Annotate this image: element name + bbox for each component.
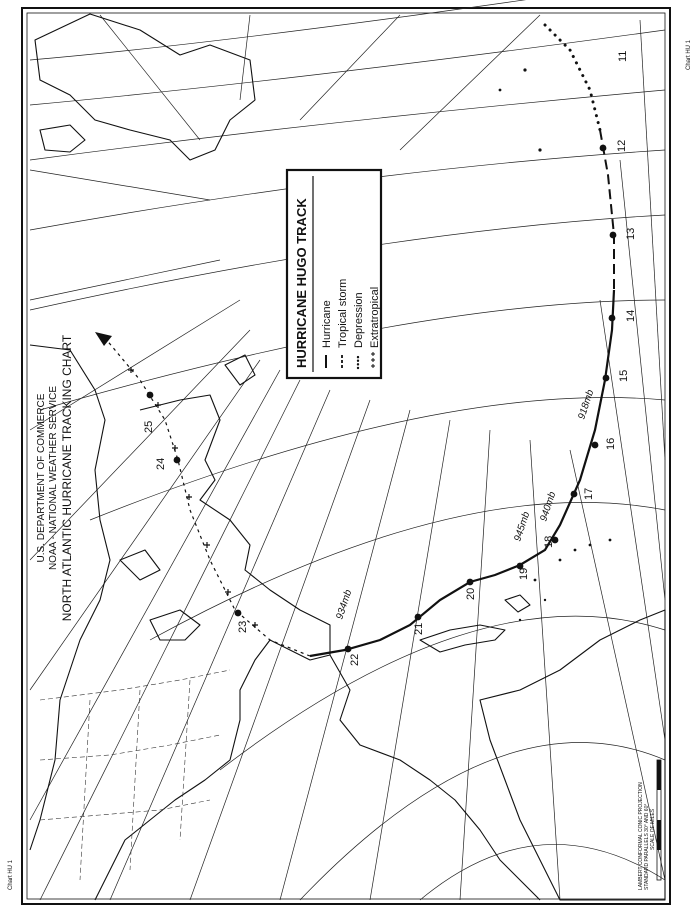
- legend-label: Hurricane: [321, 300, 333, 348]
- newfoundland-coast: [225, 355, 255, 385]
- projection-line-1: LAMBERT CONFORMAL CONIC PROJECTION: [638, 782, 644, 890]
- position-dot: [609, 315, 616, 322]
- scale-bar-fill: [657, 820, 661, 850]
- position-dot: [345, 646, 352, 653]
- great-lakes: [120, 550, 200, 640]
- legend-title: HURRICANE HUGO TRACK: [294, 198, 309, 368]
- pressure-label: 940mb: [538, 490, 559, 523]
- legend-label: Tropical storm: [337, 278, 349, 348]
- scale-bar-fill: [657, 760, 661, 790]
- position-dot: [467, 579, 474, 586]
- track-depression-segment: [545, 25, 600, 130]
- gulf-coast: [330, 655, 540, 900]
- day-label: 20: [465, 587, 477, 600]
- day-label: 16: [605, 437, 617, 450]
- day-label: 12: [616, 139, 628, 152]
- track-extratropical-segment: [105, 338, 310, 656]
- day-label: 11: [617, 50, 629, 62]
- day-label: 18: [543, 535, 555, 548]
- position-dot: [571, 491, 578, 498]
- map-border: [22, 8, 670, 904]
- legend-label: Depression: [353, 292, 365, 348]
- position-dot: [147, 392, 154, 399]
- coastlines: [30, 14, 665, 900]
- day-label: 25: [143, 420, 155, 433]
- chart-header: [36, 334, 74, 621]
- legend-swatch-extratropical: [371, 352, 375, 368]
- position-dot: [415, 614, 422, 621]
- iceland-coast: [40, 125, 85, 152]
- day-label: 17: [583, 487, 595, 500]
- legend: [287, 170, 381, 378]
- pressure-label: 918mb: [576, 388, 597, 421]
- legend-label: Extratropical: [369, 286, 381, 348]
- position-dot: [235, 610, 242, 617]
- projection-note: [638, 760, 661, 890]
- position-dot: [610, 232, 617, 239]
- map-inner-border: [27, 13, 665, 899]
- position-dot: [603, 375, 610, 382]
- day-label: 24: [155, 457, 167, 470]
- hispaniola-coast: [505, 595, 530, 612]
- chart-id-top: Chart HU 1: [686, 39, 692, 70]
- chart-id-bottom: Chart HU 1: [8, 859, 14, 890]
- projection-line-3: SCALE OF MILES: [650, 808, 656, 850]
- pressure-label: 934mb: [334, 588, 355, 621]
- day-label: 14: [625, 309, 637, 322]
- pressure-label: 945mb: [512, 510, 533, 543]
- projection-line-2: STANDARD PARALLELS 30° AND 60°: [644, 803, 650, 890]
- header-agency: U.S. DEPARTMENT OF COMMERCE: [36, 393, 47, 563]
- day-label: 23: [237, 620, 249, 633]
- day-label: 21: [413, 622, 425, 635]
- graticule: [30, 0, 665, 900]
- header-service: NOAA - NATIONAL WEATHER SERVICE: [48, 385, 59, 571]
- day-label: 22: [349, 653, 361, 666]
- position-dot: [600, 145, 607, 152]
- day-label: 19: [518, 567, 530, 580]
- cuba-coast: [420, 625, 505, 652]
- position-dot: [174, 457, 181, 464]
- state-borders: [40, 670, 230, 880]
- greenland-coast: [35, 14, 255, 160]
- day-label: 13: [625, 227, 637, 240]
- position-dot: [592, 442, 599, 449]
- day-label: 15: [618, 369, 630, 382]
- day-labels: [143, 51, 637, 666]
- header-title: NORTH ATLANTIC HURRICANE TRACKING CHART: [60, 334, 74, 622]
- north-america-coast: [95, 395, 330, 900]
